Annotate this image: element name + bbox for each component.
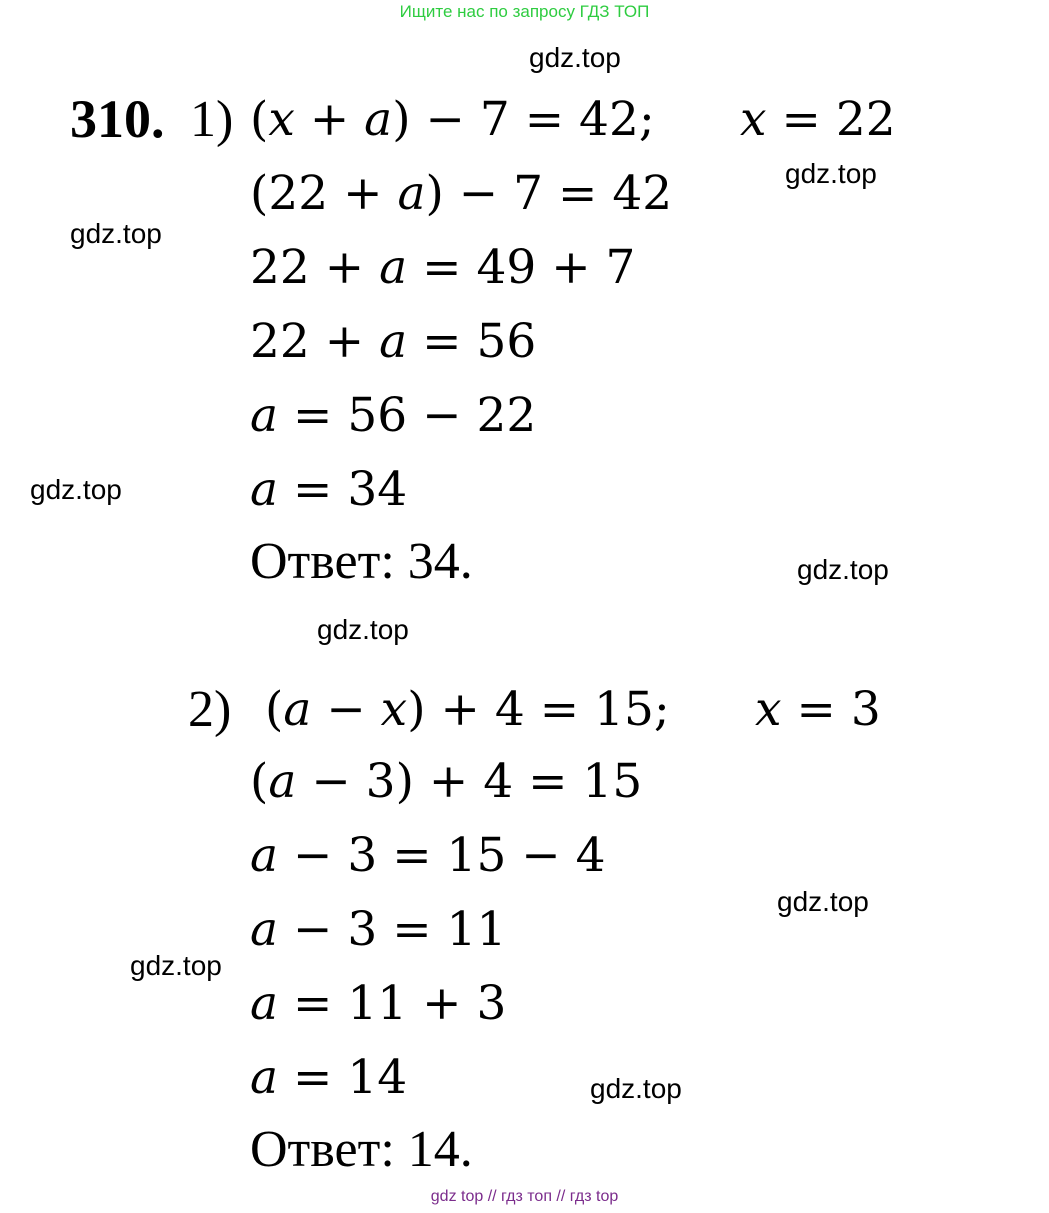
watermark: gdz.top bbox=[777, 886, 869, 917]
part1-step-1: (22 + a) − 7 = 42 bbox=[250, 166, 673, 221]
watermark: gdz.top bbox=[785, 158, 877, 189]
search-banner[interactable]: Ищите нас по запросу ГДЗ ТОП bbox=[399, 2, 650, 21]
part2-label: 2) bbox=[188, 681, 232, 738]
part2-condition: x = 3 bbox=[755, 682, 881, 737]
watermark: gdz.top bbox=[30, 474, 122, 505]
watermark: gdz.top bbox=[590, 1073, 682, 1104]
problem-number: 310. bbox=[70, 89, 165, 149]
part1-step-5: a = 34 bbox=[250, 462, 408, 517]
part2-step-1: (a − 3) + 4 = 15 bbox=[250, 754, 643, 809]
part2-step-2: a − 3 = 15 − 4 bbox=[250, 828, 606, 883]
part2-equation: (a − x) + 4 = 15; bbox=[265, 682, 670, 737]
watermark: gdz.top bbox=[797, 554, 889, 585]
part2-answer: Ответ: 14. bbox=[250, 1121, 473, 1178]
part1-step-3: 22 + a = 56 bbox=[250, 314, 537, 369]
part1-step-2: 22 + a = 49 + 7 bbox=[250, 240, 636, 295]
part1-label: 1) bbox=[190, 91, 234, 148]
part1-answer: Ответ: 34. bbox=[250, 533, 473, 590]
watermark: gdz.top bbox=[70, 218, 162, 249]
watermark: gdz.top bbox=[529, 42, 621, 73]
part1-condition: x = 22 bbox=[740, 92, 896, 147]
watermark: gdz.top bbox=[317, 614, 409, 645]
part2-step-3: a − 3 = 11 bbox=[250, 902, 507, 957]
watermark: gdz.top bbox=[130, 950, 222, 981]
part2-step-5: a = 14 bbox=[250, 1050, 408, 1105]
footer-links[interactable]: gdz top // гдз топ // гдз top bbox=[430, 1188, 619, 1205]
part1-step-4: a = 56 − 22 bbox=[250, 388, 537, 443]
part1-equation: (x + a) − 7 = 42; bbox=[250, 92, 655, 147]
part2-step-4: a = 11 + 3 bbox=[250, 976, 507, 1031]
